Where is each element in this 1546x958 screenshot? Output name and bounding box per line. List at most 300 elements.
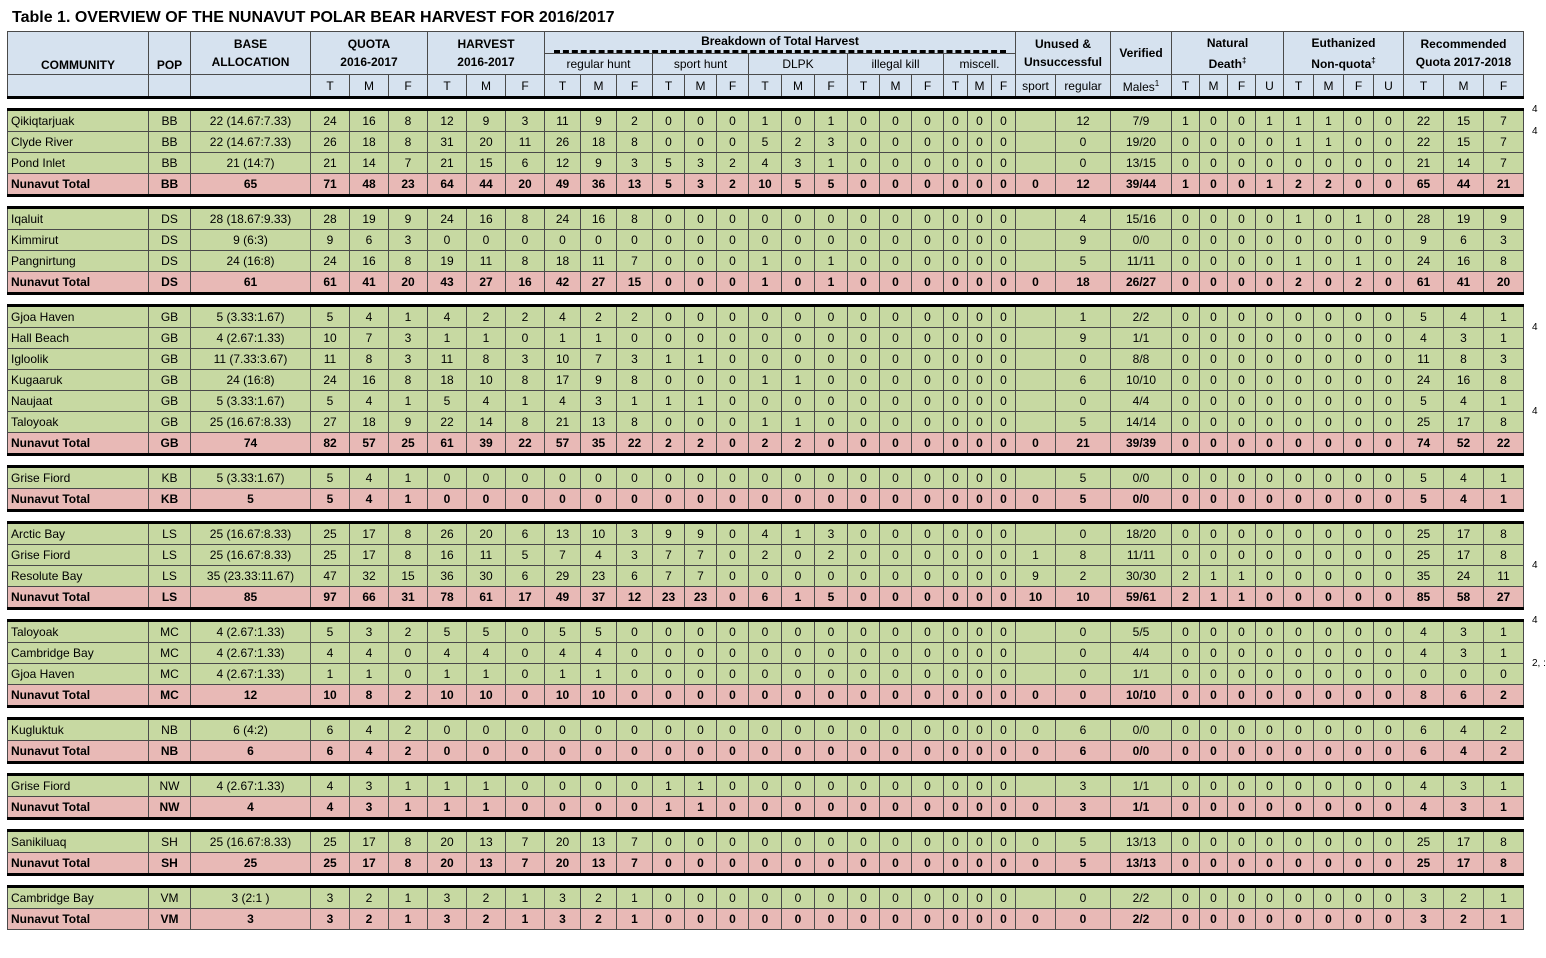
cell-illegal-t: 0 [848,545,880,566]
sub-label-t: T [545,75,581,98]
cell-euth-m: 0 [1314,328,1344,349]
group-separator-cell [8,875,1524,887]
cell-euth-f: 0 [1344,328,1374,349]
cell-illegal-t: 0 [848,621,880,643]
cell-rec-f: 8 [1484,853,1524,875]
cell-quota-t: 5 [311,467,350,489]
cell-illegal-m: 0 [880,664,912,685]
cell-community: Nunavut Total [8,909,149,930]
cell-base-allocation: 4 (2.67:1.33) [191,664,311,685]
cell-sport-t: 0 [653,132,685,153]
cell-unused-regular: 4 [1056,208,1111,230]
sub-label-f: F [1484,75,1524,98]
col-base-line1: BASE [233,37,268,51]
cell-dlpk-f: 0 [815,489,848,511]
cell-sport-m: 0 [685,370,717,391]
group-separator [8,707,1524,719]
cell-verified-males: 0/0 [1111,467,1172,489]
cell-euth-f: 0 [1344,433,1374,455]
cell-euth-t: 1 [1284,110,1314,132]
total-row [8,174,1524,196]
cell-illegal-f: 0 [912,306,944,328]
cell-quota-t: 4 [311,797,350,819]
cell-rec-t: 65 [1404,174,1444,196]
cell-dlpk-f: 0 [815,853,848,875]
cell-misc-t: 0 [944,587,968,609]
cell-community: Nunavut Total [8,174,149,196]
cell-natural-t: 0 [1172,643,1200,664]
cell-quota-t: 24 [311,370,350,391]
cell-misc-t: 0 [944,545,968,566]
cell-reg-m: 9 [581,110,617,132]
cell-euth-f: 0 [1344,587,1374,609]
cell-euth-u: 0 [1374,621,1404,643]
cell-natural-t: 0 [1172,909,1200,930]
cell-quota-f: 1 [389,391,428,412]
cell-euth-u: 0 [1374,489,1404,511]
cell-dlpk-m: 0 [782,643,815,664]
cell-euth-f: 0 [1344,664,1374,685]
cell-natural-m: 0 [1200,153,1228,174]
cell-dlpk-m: 0 [782,208,815,230]
cell-natural-m: 0 [1200,306,1228,328]
cell-rec-f: 2 [1484,719,1524,741]
cell-community: Igloolik [8,349,149,370]
cell-misc-t: 0 [944,566,968,587]
cell-natural-t: 0 [1172,831,1200,853]
col-euth-line2: Non-quota [1311,56,1372,71]
cell-illegal-m: 0 [880,230,912,251]
cell-verified-males: 13/15 [1111,153,1172,174]
col-rec-line1: Recommended [1420,37,1507,51]
cell-illegal-m: 0 [880,643,912,664]
cell-natural-t: 0 [1172,685,1200,707]
cell-reg-t: 11 [545,110,581,132]
cell-illegal-t: 0 [848,523,880,545]
cell-reg-m: 18 [581,132,617,153]
cell-quota-t: 6 [311,741,350,763]
cell-natural-u: 1 [1256,174,1284,196]
group-separator-cell [8,196,1524,208]
cell-community: Gjoa Haven [8,306,149,328]
table-body [8,98,1524,930]
cell-natural-t: 0 [1172,370,1200,391]
cell-illegal-t: 0 [848,370,880,391]
cell-dlpk-f: 0 [815,391,848,412]
cell-illegal-m: 0 [880,566,912,587]
sub-label-m: M [880,75,912,98]
group-separator-cell [8,511,1524,523]
cell-quota-f: 8 [389,251,428,272]
cell-unused-regular: 5 [1056,489,1111,511]
cell-sport-m: 0 [685,412,717,433]
cell-misc-f: 0 [992,523,1016,545]
cell-quota-m: 17 [350,831,389,853]
cell-dlpk-t: 0 [749,909,782,930]
cell-reg-f: 0 [617,467,653,489]
cell-reg-t: 49 [545,587,581,609]
cell-harvest-t: 61 [428,433,467,455]
cell-natural-m: 0 [1200,887,1228,909]
cell-rec-f: 7 [1484,110,1524,132]
cell-harvest-f: 0 [506,741,545,763]
cell-euth-m: 0 [1314,831,1344,853]
cell-misc-t: 0 [944,153,968,174]
cell-quota-f: 1 [389,489,428,511]
cell-natural-f: 0 [1228,887,1256,909]
cell-community: Cambridge Bay [8,643,149,664]
cell-reg-t: 1 [545,328,581,349]
euth-footnote: ‡ [1371,55,1376,65]
cell-harvest-m: 11 [467,251,506,272]
cell-natural-m: 0 [1200,370,1228,391]
sub-label-t: T [311,75,350,98]
cell-sport-f: 0 [717,523,749,545]
cell-base-allocation: 9 (6:3) [191,230,311,251]
sub-label-f: F [389,75,428,98]
cell-natural-u: 0 [1256,621,1284,643]
cell-illegal-m: 0 [880,174,912,196]
cell-natural-f: 0 [1228,433,1256,455]
cell-natural-m: 1 [1200,587,1228,609]
cell-dlpk-f: 1 [815,272,848,294]
cell-reg-m: 9 [581,370,617,391]
cell-harvest-f: 6 [506,523,545,545]
table-row [8,110,1524,132]
cell-unused-regular: 5 [1056,853,1111,875]
cell-sport-m: 0 [685,251,717,272]
cell-sport-t: 23 [653,587,685,609]
cell-rec-t: 61 [1404,272,1444,294]
table-row [8,230,1524,251]
cell-sport-m: 0 [685,208,717,230]
cell-sport-f: 0 [717,545,749,566]
cell-reg-m: 0 [581,719,617,741]
cell-dlpk-t: 0 [749,349,782,370]
cell-sport-m: 0 [685,272,717,294]
table-row [8,132,1524,153]
cell-rec-f: 8 [1484,545,1524,566]
cell-natural-m: 0 [1200,853,1228,875]
cell-rec-m: 15 [1444,132,1484,153]
cell-base-allocation: 3 (2:1 ) [191,887,311,909]
cell-illegal-f: 0 [912,467,944,489]
cell-sport-t: 9 [653,523,685,545]
cell-harvest-m: 44 [467,174,506,196]
cell-verified-males: 30/30 [1111,566,1172,587]
cell-unused-sport [1016,467,1056,489]
cell-verified-males: 1/1 [1111,775,1172,797]
total-row [8,272,1524,294]
cell-quota-t: 97 [311,587,350,609]
cell-unused-sport [1016,153,1056,174]
cell-rec-m: 4 [1444,391,1484,412]
cell-verified-males: 18/20 [1111,523,1172,545]
cell-quota-m: 3 [350,797,389,819]
cell-harvest-f: 8 [506,412,545,433]
cell-euth-t: 0 [1284,909,1314,930]
cell-quota-t: 26 [311,132,350,153]
cell-natural-t: 0 [1172,306,1200,328]
cell-reg-f: 0 [617,230,653,251]
cell-dlpk-t: 0 [749,887,782,909]
cell-dlpk-m: 0 [782,775,815,797]
cell-illegal-t: 0 [848,587,880,609]
cell-euth-u: 0 [1374,467,1404,489]
cell-dlpk-m: 2 [782,132,815,153]
cell-euth-f: 0 [1344,153,1374,174]
cell-natural-f: 0 [1228,272,1256,294]
cell-illegal-m: 0 [880,887,912,909]
cell-illegal-m: 0 [880,685,912,707]
cell-dlpk-t: 1 [749,272,782,294]
cell-natural-m: 1 [1200,566,1228,587]
cell-sport-f: 0 [717,489,749,511]
cell-verified-males: 0/0 [1111,489,1172,511]
cell-unused-sport [1016,251,1056,272]
cell-rec-t: 0 [1404,664,1444,685]
cell-sport-f: 0 [717,467,749,489]
sub-label-t: T [1404,75,1444,98]
table-row [8,523,1524,545]
cell-misc-m: 0 [968,272,992,294]
cell-natural-u: 0 [1256,153,1284,174]
cell-community: Gjoa Haven [8,664,149,685]
cell-sport-t: 0 [653,831,685,853]
cell-sport-f: 2 [717,153,749,174]
cell-euth-u: 0 [1374,412,1404,433]
cell-reg-m: 5 [581,621,617,643]
cell-illegal-t: 0 [848,132,880,153]
cell-dlpk-m: 0 [782,489,815,511]
cell-natural-m: 0 [1200,831,1228,853]
cell-verified-males: 5/5 [1111,621,1172,643]
cell-sport-m: 7 [685,545,717,566]
cell-reg-m: 27 [581,272,617,294]
cell-reg-t: 0 [545,489,581,511]
cell-verified-males: 13/13 [1111,831,1172,853]
sub-label-t: T [749,75,782,98]
cell-harvest-t: 36 [428,566,467,587]
cell-natural-t: 0 [1172,741,1200,763]
cell-harvest-m: 27 [467,272,506,294]
cell-unused-sport: 0 [1016,741,1056,763]
cell-euth-f: 0 [1344,643,1374,664]
sub-label-m: M [782,75,815,98]
table-row [8,306,1524,328]
row-side-note: 4 [1532,614,1538,626]
cell-euth-u: 0 [1374,685,1404,707]
cell-unused-regular: 8 [1056,545,1111,566]
cell-unused-regular: 0 [1056,391,1111,412]
cell-misc-t: 0 [944,853,968,875]
cell-rec-m: 3 [1444,775,1484,797]
cell-sport-m: 1 [685,349,717,370]
cell-quota-f: 3 [389,328,428,349]
cell-illegal-f: 0 [912,110,944,132]
cell-euth-t: 0 [1284,370,1314,391]
cell-quota-t: 3 [311,887,350,909]
cell-illegal-m: 0 [880,587,912,609]
cell-base-allocation: 4 (2.67:1.33) [191,775,311,797]
cell-euth-f: 0 [1344,132,1374,153]
cell-dlpk-t: 1 [749,110,782,132]
cell-rec-t: 4 [1404,328,1444,349]
cell-misc-m: 0 [968,208,992,230]
cell-illegal-t: 0 [848,664,880,685]
cell-sport-m: 0 [685,230,717,251]
cell-unused-regular: 2 [1056,566,1111,587]
cell-misc-f: 0 [992,467,1016,489]
cell-misc-m: 0 [968,621,992,643]
cell-pop: LS [149,566,191,587]
cell-quota-t: 3 [311,909,350,930]
cell-pop: GB [149,391,191,412]
cell-misc-t: 0 [944,467,968,489]
cell-sport-f: 0 [717,251,749,272]
cell-natural-t: 0 [1172,272,1200,294]
cell-verified-males: 0/0 [1111,741,1172,763]
harvest-table [7,31,1524,930]
cell-natural-t: 0 [1172,132,1200,153]
cell-community: Nunavut Total [8,685,149,707]
sub-label-t: T [848,75,880,98]
cell-quota-m: 18 [350,132,389,153]
cell-unused-regular: 0 [1056,664,1111,685]
cell-sport-f: 0 [717,566,749,587]
cell-verified-males: 1/1 [1111,664,1172,685]
cell-dlpk-f: 0 [815,566,848,587]
cell-dlpk-t: 0 [749,775,782,797]
cell-unused-sport [1016,328,1056,349]
cell-harvest-t: 19 [428,251,467,272]
cell-reg-t: 29 [545,566,581,587]
cell-quota-m: 17 [350,853,389,875]
cell-reg-t: 1 [545,664,581,685]
cell-natural-m: 0 [1200,523,1228,545]
cell-reg-f: 1 [617,909,653,930]
cell-euth-f: 0 [1344,412,1374,433]
cell-reg-t: 10 [545,349,581,370]
cell-euth-f: 0 [1344,230,1374,251]
cell-reg-f: 22 [617,433,653,455]
cell-quota-t: 5 [311,306,350,328]
sub-label-m: M [1444,75,1484,98]
cell-dlpk-f: 0 [815,208,848,230]
cell-illegal-f: 0 [912,685,944,707]
cell-rec-m: 14 [1444,153,1484,174]
cell-natural-f: 0 [1228,797,1256,819]
cell-rec-t: 4 [1404,797,1444,819]
cell-reg-t: 0 [545,775,581,797]
cell-harvest-t: 20 [428,853,467,875]
cell-euth-u: 0 [1374,909,1404,930]
cell-unused-regular: 0 [1056,643,1111,664]
cell-quota-t: 27 [311,412,350,433]
cell-illegal-m: 0 [880,719,912,741]
cell-illegal-f: 0 [912,741,944,763]
row-side-note: 4 [1532,125,1538,137]
cell-dlpk-t: 4 [749,153,782,174]
cell-dlpk-m: 0 [782,467,815,489]
cell-unused-regular: 10 [1056,587,1111,609]
row-side-note: 2, : [1532,657,1546,669]
cell-euth-t: 2 [1284,174,1314,196]
cell-quota-m: 3 [350,775,389,797]
cell-reg-m: 0 [581,775,617,797]
cell-natural-u: 0 [1256,887,1284,909]
cell-misc-f: 0 [992,110,1016,132]
cell-base-allocation: 61 [191,272,311,294]
cell-verified-males: 4/4 [1111,643,1172,664]
cell-sport-t: 0 [653,643,685,664]
sub-label-t: T [1172,75,1200,98]
cell-illegal-t: 0 [848,412,880,433]
males-footnote: 1 [1154,79,1160,88]
cell-unused-regular: 6 [1056,719,1111,741]
cell-unused-sport: 0 [1016,853,1056,875]
cell-community: Nunavut Total [8,489,149,511]
total-row [8,685,1524,707]
cell-harvest-f: 11 [506,132,545,153]
cell-dlpk-t: 6 [749,587,782,609]
cell-rec-t: 6 [1404,741,1444,763]
cell-quota-t: 11 [311,349,350,370]
cell-reg-t: 5 [545,621,581,643]
cell-misc-f: 0 [992,853,1016,875]
cell-dlpk-f: 0 [815,719,848,741]
cell-quota-t: 21 [311,153,350,174]
cell-rec-t: 8 [1404,685,1444,707]
cell-verified-males: 11/11 [1111,545,1172,566]
cell-euth-t: 1 [1284,132,1314,153]
cell-community: Sanikiluaq [8,831,149,853]
table-row [8,775,1524,797]
cell-harvest-f: 8 [506,208,545,230]
sub-label-m: M [1200,75,1228,98]
col-base [191,32,311,75]
cell-unused-regular: 9 [1056,328,1111,349]
cell-natural-u: 0 [1256,853,1284,875]
cell-misc-m: 0 [968,412,992,433]
cell-euth-m: 1 [1314,132,1344,153]
col-unused-line1: Unused & [1034,37,1091,51]
cell-sport-f: 0 [717,664,749,685]
cell-sport-f: 0 [717,433,749,455]
cell-euth-t: 0 [1284,306,1314,328]
cell-misc-m: 0 [968,566,992,587]
cell-dlpk-t: 0 [749,741,782,763]
cell-rec-t: 35 [1404,566,1444,587]
cell-natural-u: 0 [1256,797,1284,819]
cell-verified-males: 59/61 [1111,587,1172,609]
cell-sport-f: 0 [717,719,749,741]
cell-natural-m: 0 [1200,251,1228,272]
cell-pop: BB [149,110,191,132]
cell-reg-f: 1 [617,391,653,412]
sub-label-males [1111,75,1172,98]
cell-misc-m: 0 [968,853,992,875]
cell-base-allocation: 25 (16.67:8.33) [191,523,311,545]
cell-natural-f: 0 [1228,664,1256,685]
cell-quota-m: 2 [350,887,389,909]
cell-reg-f: 2 [617,110,653,132]
cell-illegal-m: 0 [880,467,912,489]
cell-euth-u: 0 [1374,545,1404,566]
cell-misc-m: 0 [968,489,992,511]
cell-natural-f: 0 [1228,230,1256,251]
cell-natural-f: 1 [1228,566,1256,587]
